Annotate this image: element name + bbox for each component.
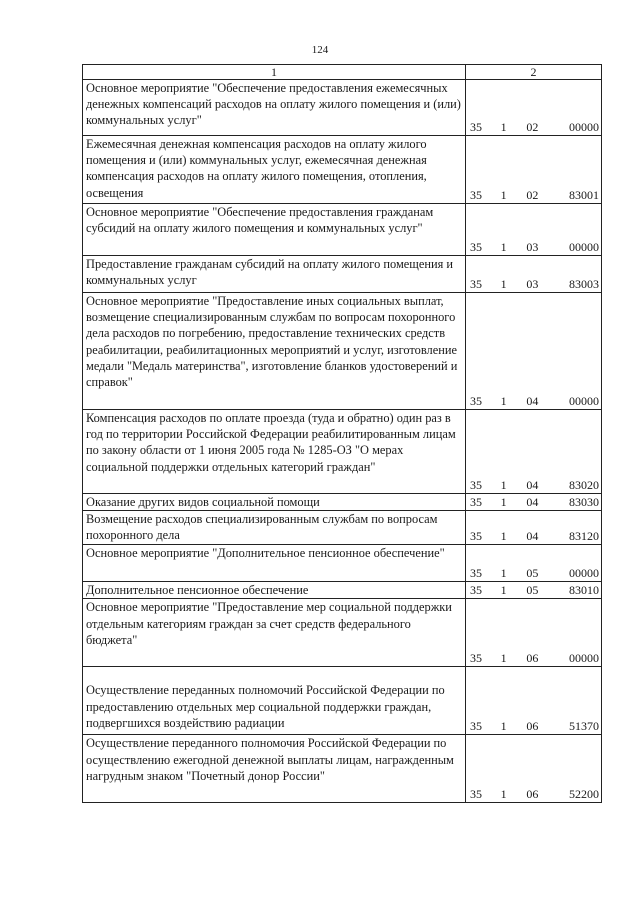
expense-direction-code: 00000 — [568, 394, 599, 408]
row-name-cell — [83, 494, 466, 511]
budget-classification-code — [470, 277, 599, 292]
subprogram-code: 1 — [500, 566, 507, 581]
table-row — [83, 494, 602, 511]
subprogram-code: 1 — [500, 120, 507, 134]
table-row — [83, 735, 602, 803]
expense-direction-code: 52200 — [568, 787, 599, 802]
budget-classification-code — [470, 120, 599, 135]
main-activity-code: 02 — [526, 120, 539, 134]
budget-classification-code — [470, 478, 599, 493]
row-name-cell — [83, 293, 466, 410]
expense-direction-code: 83010 — [568, 583, 599, 598]
expense-direction-code: 83020 — [568, 478, 599, 492]
program-code: 35 — [470, 719, 482, 734]
budget-classification-code — [470, 719, 599, 734]
row-name: Компенсация расходов по оплате проезда (туда и обратно) один раз в год по территории Российской Федерации реабилитированным лицам по закону области от 1 июня 2005 года № 1285-ОЗ "О мерах социальной поддержки отдельных категорий граждан" — [86, 411, 456, 474]
main-activity-code: 03 — [526, 240, 539, 254]
row-name: Предоставление гражданам субсидий на оплату жилого помещения и коммунальных услуг — [86, 257, 454, 288]
main-activity-code: 03 — [526, 277, 539, 291]
row-code-cell — [466, 204, 602, 256]
table-row — [83, 80, 602, 136]
row-code-cell — [466, 494, 602, 511]
page-number: 124 — [311, 44, 329, 56]
budget-classification-code — [470, 787, 599, 802]
subprogram-code: 1 — [500, 651, 507, 666]
row-name: Основное мероприятие "Обеспечение предоставления гражданам субсидий на оплату жилого помещения и коммунальных услуг" — [86, 205, 434, 236]
row-name: Возмещение расходов специализированным службам по вопросам похоронного дела — [86, 512, 438, 543]
subprogram-code: 1 — [500, 495, 507, 510]
main-activity-code: 06 — [526, 719, 539, 734]
program-code: 35 — [470, 277, 482, 291]
program-code: 35 — [470, 787, 482, 802]
row-code-cell — [466, 667, 602, 735]
subprogram-code: 1 — [500, 787, 507, 802]
row-name: Основное мероприятие "Предоставление мер социальной поддержки отдельным категориям граждан за счет средств федерального бюджета" — [86, 600, 452, 647]
row-name: Основное мероприятие "Обеспечение предоставления ежемесячных денежных компенсаций расходов на оплату жилого помещения и (или) коммунальных услуг" — [86, 81, 461, 128]
expense-direction-code: 51370 — [568, 719, 599, 734]
table-header-row — [83, 65, 602, 80]
table-row — [83, 599, 602, 667]
main-activity-code: 05 — [526, 583, 539, 598]
subprogram-code: 1 — [500, 478, 507, 492]
program-code: 35 — [470, 188, 482, 202]
expense-direction-code: 00000 — [568, 651, 599, 666]
table-row — [83, 511, 602, 545]
row-code-cell — [466, 545, 602, 582]
row-name-cell — [83, 545, 466, 582]
row-name-cell — [83, 256, 466, 293]
row-code-cell — [466, 136, 602, 204]
main-activity-code: 04 — [526, 529, 539, 544]
program-code: 35 — [470, 394, 482, 408]
table-row — [83, 667, 602, 735]
row-name: Ежемесячная денежная компенсация расходов на оплату жилого помещения и (или) коммунальных услуг, ежемесячная денежная компенсация расходов на оплату жилого помещения, отопления, освещения — [86, 137, 427, 200]
budget-classification-code — [470, 394, 599, 409]
program-code: 35 — [470, 478, 482, 492]
expense-direction-code: 83003 — [568, 277, 599, 291]
program-code: 35 — [470, 651, 482, 666]
budget-classification-code — [470, 495, 599, 510]
program-code: 35 — [470, 120, 482, 134]
table-row — [83, 293, 602, 410]
subprogram-code: 1 — [500, 583, 507, 598]
expense-direction-code: 83120 — [568, 529, 599, 544]
row-name: Осуществление переданного полномочия Российской Федерации по осуществлению ежегодной денежной выплаты лицам, награжденным нагрудным знаком "Почетный донор России" — [86, 736, 454, 783]
row-code-cell — [466, 511, 602, 545]
row-code-cell — [466, 256, 602, 293]
table-row — [83, 582, 602, 599]
main-activity-code: 02 — [526, 188, 539, 202]
subprogram-code: 1 — [500, 394, 507, 408]
main-activity-code: 04 — [526, 394, 539, 408]
row-name-cell — [83, 511, 466, 545]
row-name-cell — [83, 735, 466, 803]
row-name-cell — [83, 410, 466, 494]
row-name-cell — [83, 136, 466, 204]
subprogram-code: 1 — [500, 240, 507, 254]
main-activity-code: 06 — [526, 787, 539, 802]
main-activity-code: 06 — [526, 651, 539, 666]
budget-classification-code — [470, 240, 599, 255]
main-activity-code: 05 — [526, 566, 539, 581]
table-row — [83, 545, 602, 582]
program-code: 35 — [470, 495, 482, 510]
row-code-cell — [466, 599, 602, 667]
row-name-cell — [83, 204, 466, 256]
row-name-cell — [83, 80, 466, 136]
subprogram-code: 1 — [500, 529, 507, 544]
expense-direction-code: 00000 — [568, 240, 599, 254]
column-header-1: 1 — [83, 65, 466, 80]
program-code: 35 — [470, 529, 482, 544]
row-name: Дополнительное пенсионное обеспечение — [86, 583, 309, 598]
row-name: Основное мероприятие "Предоставление иных социальных выплат, возмещение специализированным службам по вопросам похоронного дела расходов по погребению, предоставление технических средств реабилитации, реабилитационных мероприятий и услуг, изготовление медали "Медаль материнства", изготовление бланков удостоверений и справок" — [86, 294, 458, 390]
table-row — [83, 410, 602, 494]
table-row — [83, 136, 602, 204]
budget-classification-code — [470, 188, 599, 203]
main-activity-code: 04 — [526, 478, 539, 492]
row-code-cell — [466, 582, 602, 599]
budget-classification-code — [470, 566, 599, 581]
subprogram-code: 1 — [500, 188, 507, 202]
budget-classification-code — [470, 651, 599, 666]
row-name-cell — [83, 667, 466, 735]
table-row — [83, 256, 602, 293]
row-code-cell — [466, 80, 602, 136]
row-code-cell — [466, 293, 602, 410]
column-header-2: 2 — [466, 65, 602, 80]
expense-direction-code: 00000 — [568, 120, 599, 134]
program-code: 35 — [470, 566, 482, 581]
program-code: 35 — [470, 583, 482, 598]
expense-direction-code: 83001 — [568, 188, 599, 202]
budget-classification-code — [470, 529, 599, 544]
row-code-cell — [466, 735, 602, 803]
row-name: Осуществление переданных полномочий Российской Федерации по предоставлению отдельных мер социальной поддержки граждан, подвергшихся воздействию радиации — [86, 683, 445, 730]
budget-classification-code — [470, 583, 599, 598]
main-activity-code: 04 — [526, 495, 539, 510]
expense-direction-code: 00000 — [568, 566, 599, 581]
row-name: Основное мероприятие "Дополнительное пенсионное обеспечение" — [86, 546, 445, 561]
row-name-cell — [83, 599, 466, 667]
row-name: Оказание других видов социальной помощи — [86, 495, 320, 509]
table-row — [83, 204, 602, 256]
row-code-cell — [466, 410, 602, 494]
subprogram-code: 1 — [500, 719, 507, 734]
program-code: 35 — [470, 240, 482, 254]
expense-direction-code: 83030 — [568, 495, 599, 510]
subprogram-code: 1 — [500, 277, 507, 291]
row-name-cell — [83, 582, 466, 599]
budget-table — [82, 64, 602, 803]
